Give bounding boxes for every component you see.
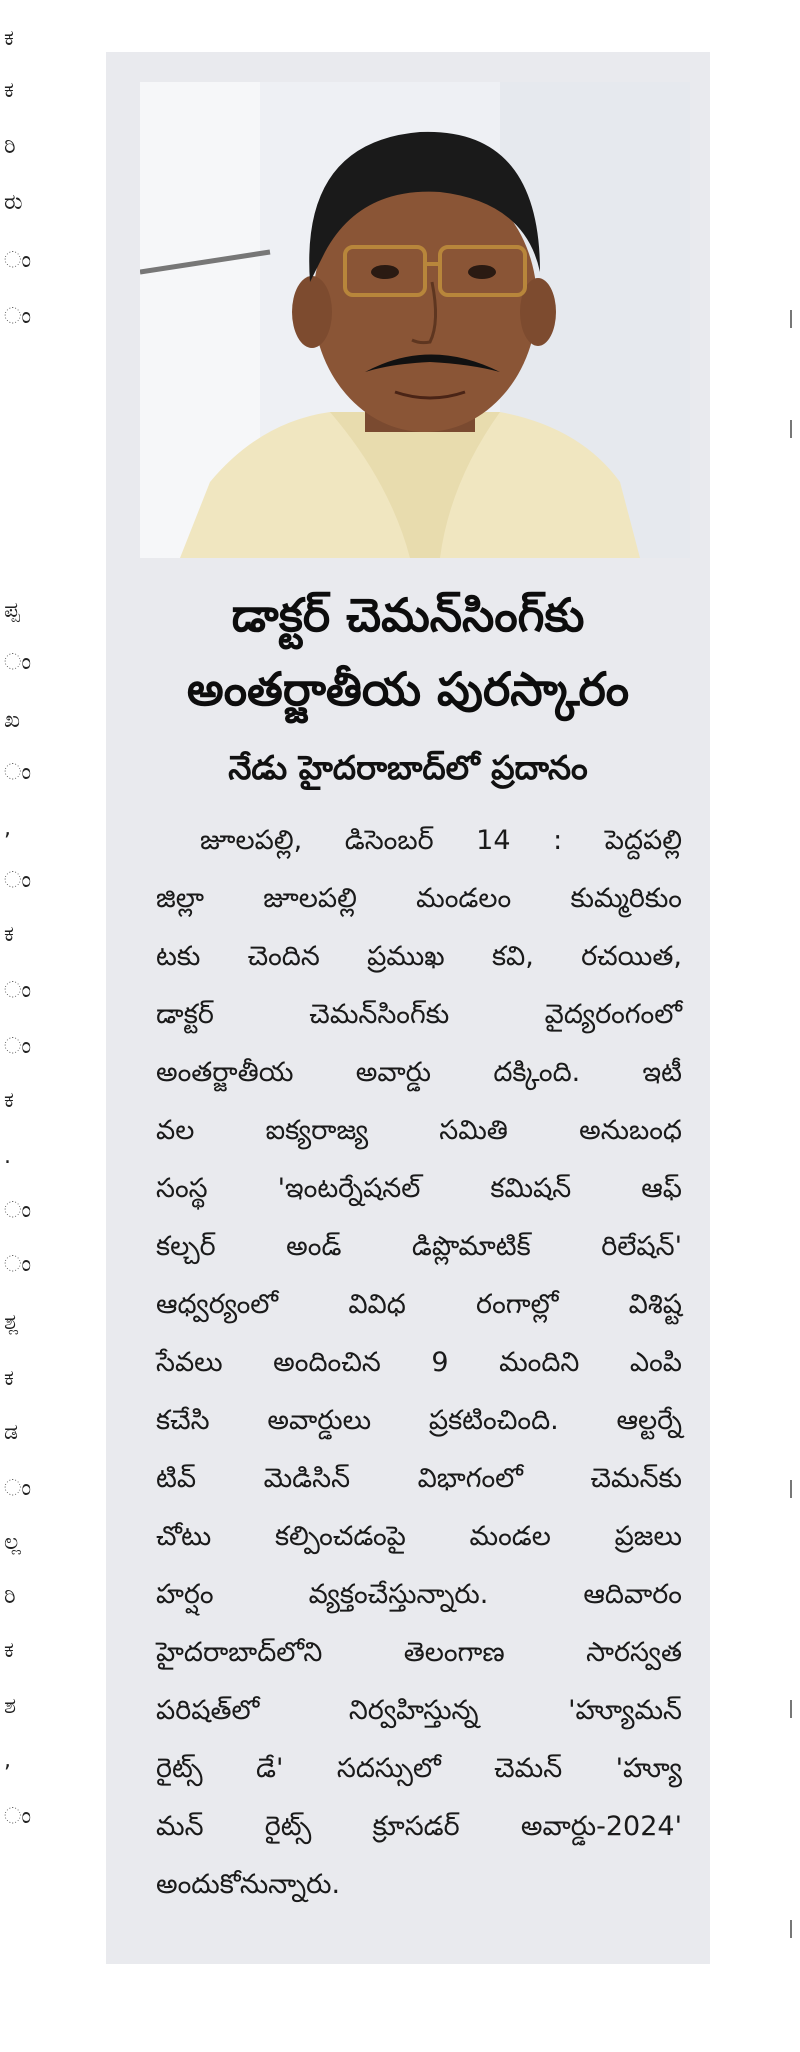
body-line: పరిషత్‌లో నిర్వహిస్తున్న 'హ్యూమన్ xyxy=(156,1695,682,1726)
body-line: ఆధ్వర్యంలో వివిధ రంగాల్లో విశిష్ట xyxy=(156,1289,682,1320)
margin-fragment: ಲ್ಲ xyxy=(4,1530,21,1555)
margin-fragment: ಂ xyxy=(4,1198,32,1223)
margin-fragment: ಂ xyxy=(4,304,32,329)
article-body xyxy=(156,812,682,1914)
body-line: వల ఐక్యరాజ్య సమితి అనుబంధ xyxy=(156,1115,682,1146)
margin-fragment: ಕ xyxy=(4,922,14,947)
portrait-photo xyxy=(140,82,690,558)
margin-fragment: ಂ xyxy=(4,248,32,273)
body-line: హైదరాబాద్‌లోని తెలంగాణ సారస్వత xyxy=(156,1637,682,1668)
body-line: హర్షం వ్యక్తంచేస్తున్నారు. ఆదివారం xyxy=(156,1579,682,1610)
body-line: అంతర్జాతీయ అవార్డు దక్కింది. ఇటీ xyxy=(156,1057,682,1088)
margin-fragment: ರಿ xyxy=(4,134,16,159)
body-line: జిల్లా జూలపల్లి మండలం కుమ్మరికుం xyxy=(156,883,682,914)
margin-mark xyxy=(790,1480,798,1498)
margin-fragment: ಂ xyxy=(4,868,32,893)
margin-fragment: ಂ xyxy=(4,1034,32,1059)
margin-fragment: . xyxy=(4,1144,11,1169)
margin-fragment: ಂ xyxy=(4,760,32,785)
margin-mark xyxy=(790,1920,798,1938)
subheadline: నేడు హైదరాబాద్‌లో ప్రదానం xyxy=(228,748,588,787)
margin-fragment: ಕ xyxy=(4,1088,14,1113)
body-line: రైట్స్ డే' సదస్సులో చెమన్ 'హ్యూ xyxy=(156,1753,682,1784)
body-line: సంస్థ 'ఇంటర్నేషనల్ కమిషన్ ఆఫ్ xyxy=(156,1173,682,1204)
body-line: చోటు కల్పించడంపై మండల ప్రజలు xyxy=(156,1521,682,1552)
headline-line-1: డాక్టర్ చెమన్‌సింగ్‌కు xyxy=(231,588,585,642)
margin-fragment: ಕ xyxy=(4,1638,14,1663)
margin-mark xyxy=(790,310,798,328)
body-line: టకు చెందిన ప్రముఖ కవి, రచయిత, xyxy=(156,941,682,972)
margin-mark xyxy=(790,420,798,438)
margin-mark xyxy=(790,1700,798,1718)
portrait-illustration xyxy=(140,82,690,558)
news-article-card xyxy=(106,52,710,1964)
body-line: అందుకోనున్నారు. xyxy=(156,1869,341,1900)
body-line: కల్చర్ అండ్ డిప్లొమాటిక్ రిలేషన్' xyxy=(156,1231,682,1262)
margin-fragment: ಕ xyxy=(4,78,14,103)
margin-fragment: ಖ xyxy=(4,708,21,733)
margin-fragment: ರಿ xyxy=(4,1584,16,1609)
body-line: మన్ రైట్స్ క్రూసడర్ అవార్డు-2024' xyxy=(156,1811,682,1842)
margin-fragment: , xyxy=(4,1748,11,1773)
margin-fragment: , xyxy=(4,816,11,841)
body-line: టివ్ మెడిసిన్ విభాగంలో చెమన్‌కు xyxy=(156,1463,682,1494)
body-line: జూలపల్లి, డిసెంబర్ 14 : పెద్దపల్లి xyxy=(200,825,682,856)
margin-fragment: ರು xyxy=(4,190,23,215)
margin-fragment: ಶ್ಲ xyxy=(4,1310,19,1335)
body-line: కచేసి అవార్డులు ప్రకటించింది. ఆల్టర్నే xyxy=(156,1405,682,1436)
body-line: సేవలు అందించిన 9 మందిని ఎంపి xyxy=(156,1347,682,1378)
adjacent-column-fragment-left xyxy=(0,0,30,2052)
margin-fragment: ಂ xyxy=(4,1252,32,1277)
adjacent-column-fragment-right xyxy=(784,0,800,2052)
margin-fragment: ಂ xyxy=(4,1804,32,1829)
margin-fragment: ಕ xyxy=(4,26,14,51)
body-line: డాక్టర్ చెమన్‌సింగ్‌కు వైద్యరంగంలో xyxy=(156,999,682,1030)
margin-fragment: ಶ xyxy=(4,1694,17,1719)
headline-line-2: అంతర్జాతీయ పురస్కారం xyxy=(186,662,630,716)
margin-fragment: ಂ xyxy=(4,650,32,675)
margin-fragment: ಪ್ಪ xyxy=(4,598,20,623)
margin-fragment: ಕ xyxy=(4,1366,14,1391)
margin-fragment: ಂ xyxy=(4,978,32,1003)
margin-fragment: ಂ xyxy=(4,1476,32,1501)
margin-fragment: ಡ xyxy=(4,1420,19,1445)
